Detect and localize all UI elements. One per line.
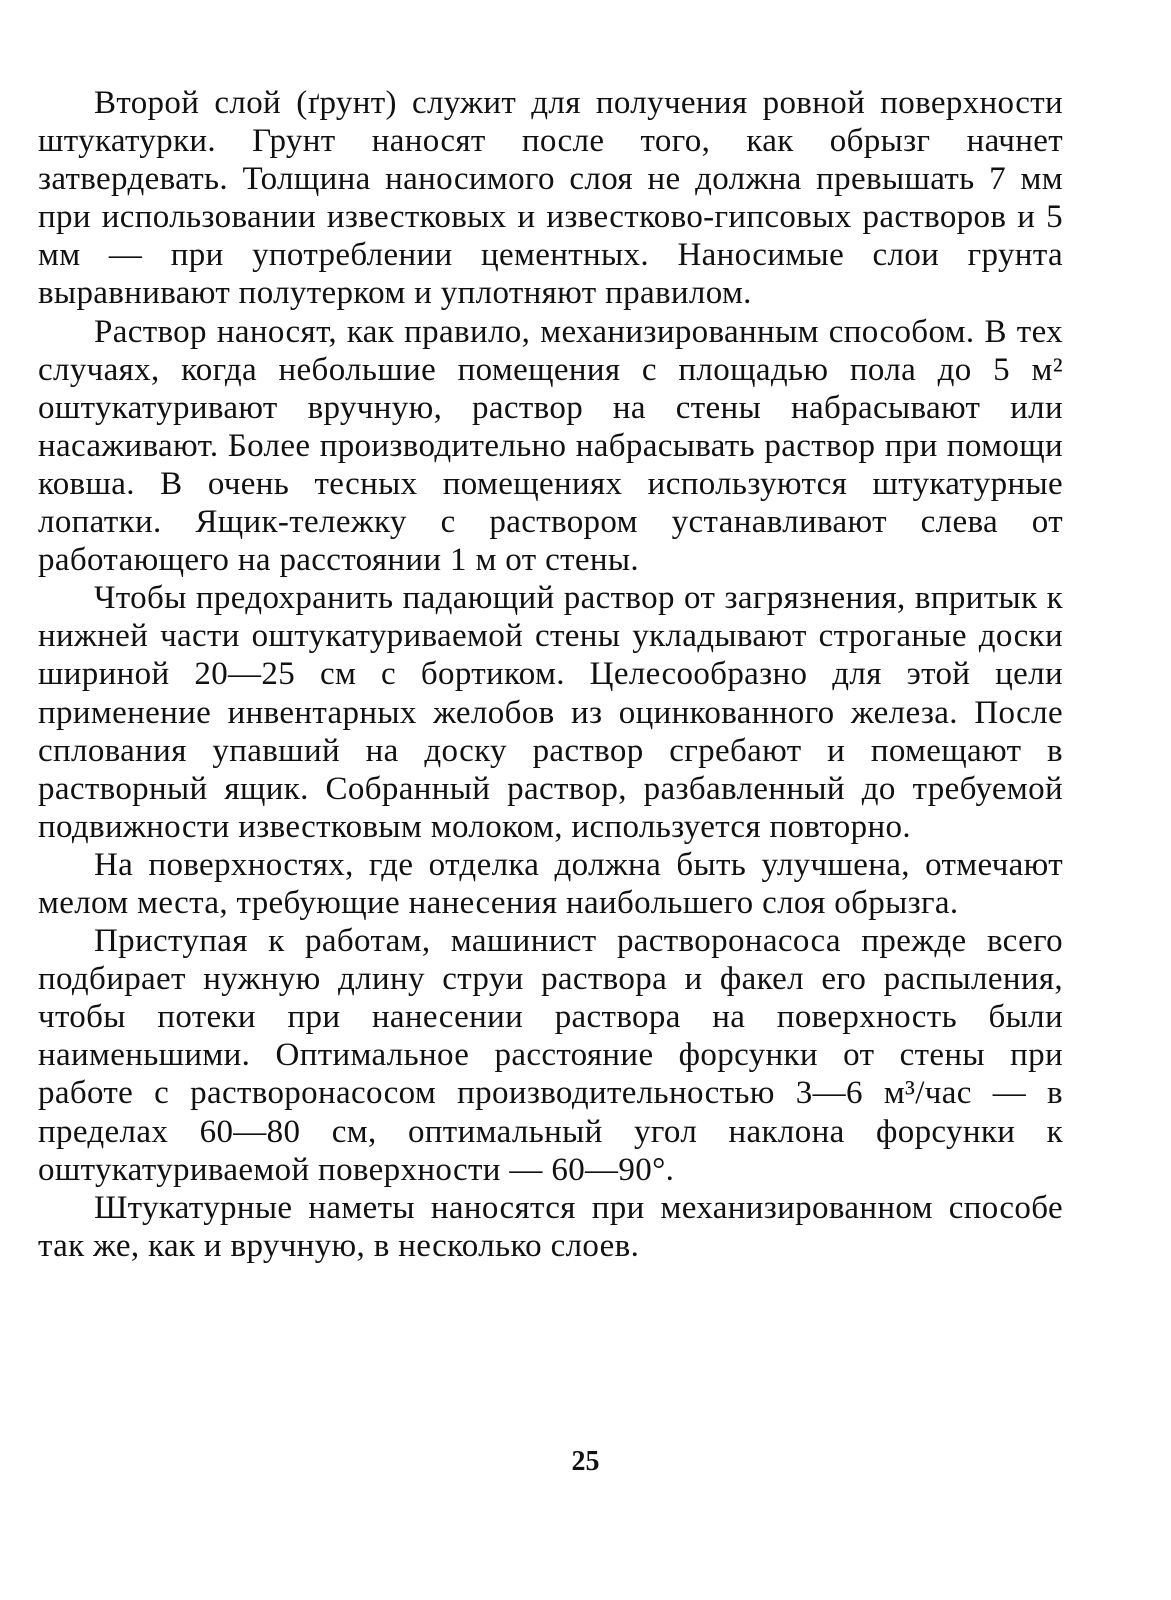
paragraph-ground-layer: Второй слой (ґрунт) служит для получения ровной поверхности штукатурки. Грунт наносят после того, как обрызг начнет затвердевать. Толщина наносимого слоя не должна превышать 7 мм при использовании известковых и известково-гипсовых растворов и 5 мм — при употреблении цементных. Наносимые слои грунта выравнивают полутерком и уплотняют правилом.	[38, 85, 1063, 312]
paragraph-marking-surfaces: На поверхностях, где отделка должна быть улучшена, отмечают мелом места, требующие нанесения наибольшего слоя обрызга.	[38, 846, 1063, 921]
paragraph-plaster-layers: Штукатурные наметы наносятся при механизированном способе так же, как и вручную, в несколько слоев.	[38, 1189, 1063, 1264]
page-number: 25	[571, 1446, 600, 1477]
paragraph-protecting-mortar: Чтобы предохранить падающий раствор от загрязнения, впритык к нижней части оштукатуриваемой стены укладывают строганые доски шириной 20—25 см с бортиком. Целесообразно для этой цели применение инвентарных желобов из оцинкованного железа. После сплования упавший на доску раствор сгребают и помещают в растворный ящик. Собранный раствор, разбавленный до требуемой подвижности известковым молоком, используется повторно.	[38, 580, 1063, 845]
paragraph-pump-operator: Приступая к работам, машинист растворонасоса прежде всего подбирает нужную длину струи раствора и факел его распыления, чтобы потеки при нанесении раствора на поверхность были наименьшими. Оптимальное расстояние форсунки от стены при работе с растворонасосом производительностью 3—6 м³/час — в пределах 60—80 см, оптимальный угол наклона форсунки к оштукатуриваемой поверхности — 60—90°.	[38, 923, 1063, 1188]
paragraph-applying-mortar: Раствор наносят, как правило, механизированным способом. В тех случаях, когда небольшие помещения с площадью пола до 5 м² оштукатуривают вручную, раствор на стены набрасывают или насаживают. Более производительно набрасывать раствор при помощи ковша. В очень тесных помещениях используются штукатурные лопатки. Ящик-тележку с раствором устанавливают слева от работающего на расстоянии 1 м от стены.	[38, 313, 1063, 579]
body-text	[38, 84, 1063, 1265]
